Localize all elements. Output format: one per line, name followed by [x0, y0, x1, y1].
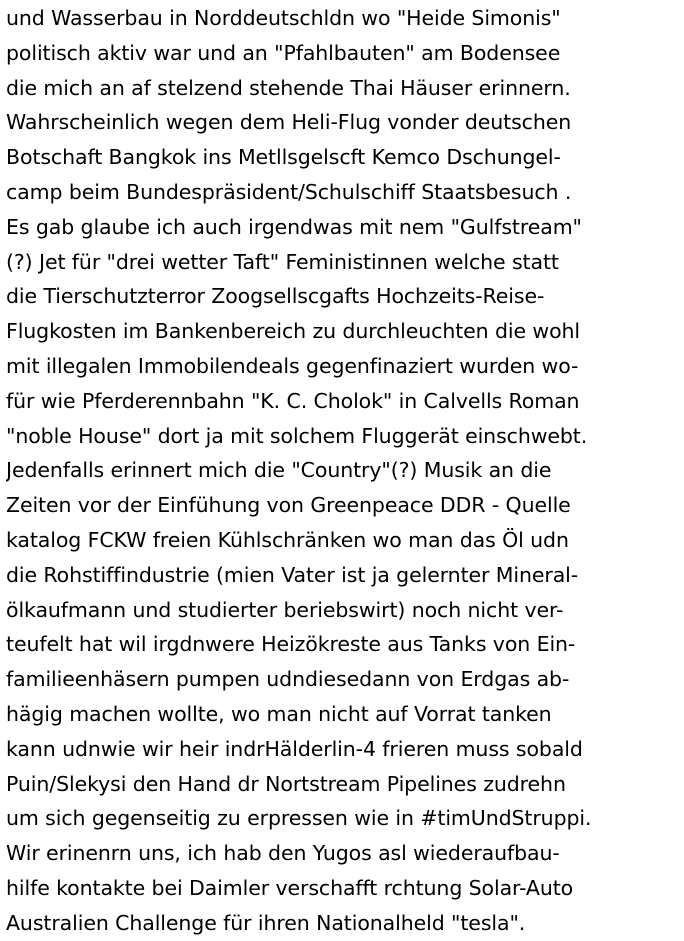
text-line: Puin/Slekysi den Hand dr Nortstream Pipelines zudrehn — [6, 771, 566, 796]
text-line: Jedenfalls erinnert mich die "Country"(?) Musik an die — [6, 458, 552, 483]
text-line: Es gab glaube ich auch irgendwas mit nem "Gulfstream" — [6, 214, 582, 239]
text-line: familieenhäsern pumpen udndiesedann von Erdgas ab- — [6, 667, 570, 692]
text-line: Australien Challenge für ihren Nationalheld "tesla". — [6, 910, 526, 935]
text-line: Flugkosten im Bankenbereich zu durchleuchten die wohl — [6, 319, 581, 344]
text-line: (?) Jet für "drei wetter Taft" Feministinnen welche statt — [6, 249, 559, 274]
text-line: die mich an af stelzend stehende Thai Häuser erinnern. — [6, 75, 571, 100]
text-line: um sich gegenseitig zu erpressen wie in #timUndStruppi. — [6, 806, 592, 831]
text-line: hilfe kontakte bei Daimler verschafft rchtung Solar-Auto — [6, 875, 574, 900]
body-text — [6, 1, 682, 941]
text-line: hägig machen wollte, wo man nicht auf Vorrat tanken — [6, 701, 552, 726]
text-line: kann udnwie wir heir indrHälderlin-4 frieren muss sobald — [6, 736, 583, 761]
text-line: "noble House" dort ja mit solchem Fluggerät einschwebt. — [6, 423, 588, 448]
text-line: für wie Pferderennbahn "K. C. Cholok" in Calvells Roman — [6, 388, 580, 413]
text-line: teufelt hat wil irgdnwere Heizökreste aus Tanks von Ein- — [6, 632, 576, 657]
text-line: Zeiten vor der Einfühung von Greenpeace DDR - Quelle — [6, 493, 571, 518]
text-line: mit illegalen Immobilendeals gegenfinaziert wurden wo- — [6, 353, 579, 378]
text-line: Wahrscheinlich wegen dem Heli-Flug vonder deutschen — [6, 110, 572, 135]
text-line: politisch aktiv war und an "Pfahlbauten" am Bodensee — [6, 40, 561, 65]
text-line: die Tierschutzterror Zoogsellscgafts Hochzeits-Reise- — [6, 284, 545, 309]
text-line: katalog FCKW freien Kühlschränken wo man das Öl udn — [6, 527, 569, 552]
text-line: ölkaufmann und studierter beriebswirt) noch nicht ver- — [6, 597, 564, 622]
text-line: camp beim Bundespräsident/Schulschiff Staatsbesuch . — [6, 179, 572, 204]
text-line: Botschaft Bangkok ins Metllsgelscft Kemco Dschungel- — [6, 145, 561, 170]
text-line: Wir erinenrn uns, ich hab den Yugos asl wiederaufbau- — [6, 841, 560, 866]
text-line: und Wasserbau in Norddeutschldn wo "Heide Simonis" — [6, 6, 561, 30]
text-line: die Rohstiffindustrie (mien Vater ist ja gelernter Mineral- — [6, 562, 579, 587]
